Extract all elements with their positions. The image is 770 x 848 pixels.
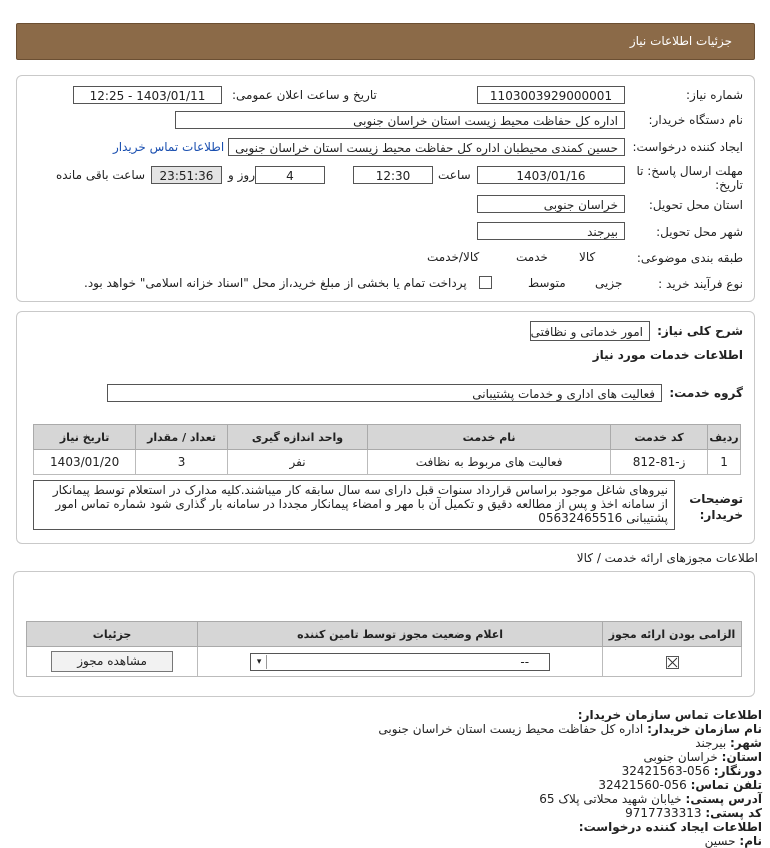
col-service-code: کد خدمت — [611, 425, 708, 450]
days-label: روز و — [228, 168, 255, 182]
creator-field: حسین کمندی محیطبان اداره کل حفاظت محیط زیست استان خراسان جنوبی — [228, 138, 625, 156]
contact-fax-value: 056-32421563 — [621, 764, 710, 778]
need-number-label: شماره نیاز: — [686, 88, 743, 102]
col-row: ردیف — [708, 425, 741, 450]
cell-quantity: 3 — [136, 450, 228, 475]
time-label: ساعت — [438, 168, 471, 182]
cell-service-name: فعالیت های مربوط به نظافت — [368, 450, 611, 475]
category-label: طبقه بندی موضوعی: — [636, 251, 743, 265]
contact-title: اطلاعات تماس سازمان خریدار: — [577, 708, 762, 722]
permits-table-header — [27, 622, 742, 647]
col-unit: واحد اندازه گیری — [227, 425, 367, 450]
col-permit-required: الزامی بودن ارائه مجوز — [603, 622, 742, 647]
table-row — [27, 647, 742, 677]
deadline-time-field: 12:30 — [353, 166, 433, 184]
contact-address-label: آدرس پستی: — [685, 792, 762, 806]
buyer-contact-link[interactable]: اطلاعات تماس خریدار — [113, 140, 225, 154]
remaining-label: ساعت باقی مانده — [56, 168, 146, 182]
service-group-label: گروه خدمت: — [669, 386, 743, 400]
col-permit-status: اعلام وضعیت مجوز توسط تامین کننده — [198, 622, 603, 647]
chevron-down-icon: ▾ — [252, 655, 267, 669]
general-desc-label: شرح کلی نیاز: — [657, 324, 743, 338]
contact-postal-value: 9717733313 — [625, 806, 702, 820]
need-details-panel — [16, 75, 755, 302]
col-quantity: تعداد / مقدار — [136, 425, 228, 450]
contact-org-row — [378, 722, 762, 736]
service-group-field: فعالیت های اداری و خدمات پشتیبانی — [107, 384, 662, 402]
permit-status-value: -- — [520, 654, 530, 669]
creator-label: ایجاد کننده درخواست: — [632, 140, 743, 154]
process-label: نوع فرآیند خرید : — [658, 277, 743, 291]
creator-name-row — [378, 834, 762, 848]
need-number-field: 1103003929000001 — [477, 86, 625, 104]
contact-postal-label: کد پستی: — [705, 806, 762, 820]
page-header — [16, 23, 755, 60]
view-permit-button[interactable]: مشاهده مجوز — [51, 651, 173, 672]
cell-row: 1 — [708, 450, 741, 475]
province-field: خراسان جنوبی — [477, 195, 625, 213]
contact-address-value: خیابان شهید محلاتی پلاک 65 — [539, 792, 682, 806]
contact-address-row — [378, 792, 762, 806]
buyer-label: نام دستگاه خریدار: — [648, 113, 743, 127]
col-service-name: نام خدمت — [368, 425, 611, 450]
services-table — [33, 424, 741, 475]
deadline-label-date: تاریخ: — [715, 178, 743, 192]
buyer-notes-label: توضیحات خریدار: — [689, 492, 743, 522]
process-small-label: جزیی — [595, 276, 623, 290]
contact-fax-label: دورنگار: — [713, 764, 762, 778]
buyer-contact-section — [378, 708, 762, 848]
creator-info-title: اطلاعات ایجاد کننده درخواست: — [578, 820, 762, 834]
contact-province-value: خراسان جنوبی — [643, 750, 718, 764]
buyer-field: اداره کل حفاظت محیط زیست استان خراسان جنوبی — [175, 111, 625, 129]
cell-service-code: ز-81-812 — [611, 450, 708, 475]
contact-phone-label: تلفن تماس: — [690, 778, 762, 792]
announce-field: 1403/01/11 - 12:25 — [73, 86, 222, 104]
contact-city-row — [378, 736, 762, 750]
remaining-time-field: 23:51:36 — [151, 166, 222, 184]
contact-fax-row — [378, 764, 762, 778]
permits-table — [26, 621, 742, 677]
col-permit-details: جزئیات — [27, 622, 198, 647]
contact-province-row — [378, 750, 762, 764]
permit-details-cell — [27, 647, 198, 677]
table-row — [34, 450, 741, 475]
contact-org-label: نام سازمان خریدار: — [647, 722, 762, 736]
checked-box-icon — [666, 656, 679, 669]
announce-label: تاریخ و ساعت اعلان عمومی: — [232, 88, 377, 102]
days-field: 4 — [255, 166, 325, 184]
deadline-label: مهلت ارسال پاسخ: تا — [636, 164, 743, 178]
contact-city-value: بیرجند — [695, 736, 727, 750]
page-title: جزئیات اطلاعات نیاز — [629, 34, 732, 48]
services-table-header — [34, 425, 741, 450]
city-field: بیرجند — [477, 222, 625, 240]
cell-need-date: 1403/01/20 — [34, 450, 136, 475]
category-service-label: خدمت — [516, 250, 548, 264]
col-need-date: تاریخ نیاز — [34, 425, 136, 450]
cell-unit: نفر — [227, 450, 367, 475]
contact-postal-row — [378, 806, 762, 820]
deadline-date-field: 1403/01/16 — [477, 166, 625, 184]
buyer-notes-field: نیروهای شاغل موجود براساس قرارداد سنوات قبل دارای سه سال سابقه کار میباشند.کلیه مدارک در استعلام توسط پیمانکار از سامانه اخذ و پس از مطالعه دقیق و تکمیل آن با مهر و امضاء پیمانکار مجددا در سامانه بار گذاری شود شماره تماس امور پشتیبانی 05632465516 — [33, 480, 675, 530]
contact-phone-value: 056-32421560 — [598, 778, 687, 792]
payment-note: پرداخت تمام یا بخشی از مبلغ خرید،از محل "اسناد خزانه اسلامی" خواهد بود. — [84, 276, 467, 290]
treasury-checkbox[interactable] — [479, 276, 492, 289]
services-title: اطلاعات خدمات مورد نیاز — [592, 348, 743, 362]
contact-province-label: استان: — [721, 750, 762, 764]
permits-title: اطلاعات مجوزهای ارائه خدمت / کالا — [576, 551, 758, 565]
creator-name-value: حسین — [704, 834, 736, 848]
general-desc-field: امور خدماتی و نظافتی — [530, 321, 650, 341]
creator-name-label: نام: — [739, 834, 762, 848]
contact-phone-row — [378, 778, 762, 792]
city-label: شهر محل تحویل: — [656, 225, 743, 239]
permit-required-cell — [603, 647, 742, 677]
permit-status-select[interactable] — [250, 653, 550, 671]
contact-city-label: شهر: — [730, 736, 762, 750]
category-goods-label: کالا — [579, 250, 596, 264]
permit-status-cell — [198, 647, 603, 677]
province-label: استان محل تحویل: — [648, 198, 743, 212]
category-both-label: کالا/خدمت — [427, 250, 480, 264]
process-medium-label: متوسط — [528, 276, 566, 290]
contact-org-value: اداره کل حفاظت محیط زیست استان خراسان جنوبی — [378, 722, 644, 736]
